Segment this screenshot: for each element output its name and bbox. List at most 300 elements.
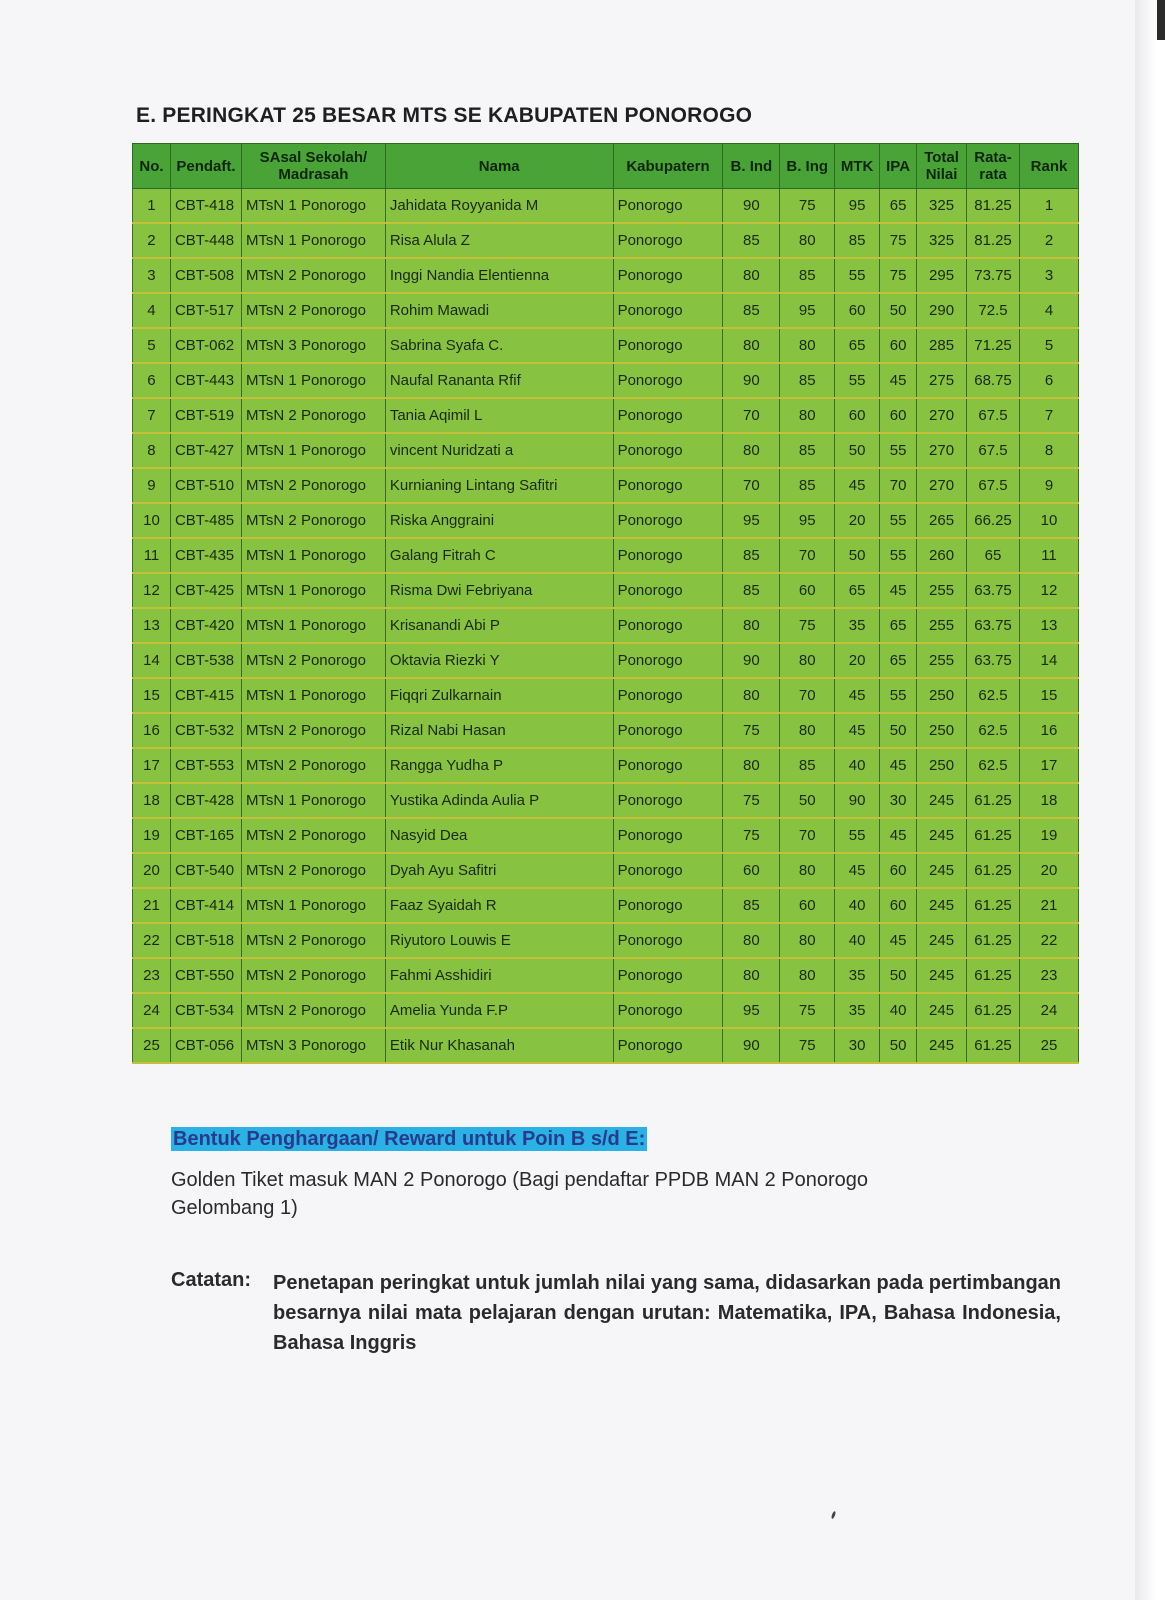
cell-rank: 10	[1019, 503, 1078, 538]
cell-ipa: 55	[880, 538, 917, 573]
header-rata-rata: Rata-rata	[967, 144, 1020, 189]
cell-rata-rata: 61.25	[967, 853, 1020, 888]
cell-ipa: 50	[880, 958, 917, 993]
cell-ipa: 45	[880, 818, 917, 853]
header-total-nilai: Total Nilai	[917, 144, 967, 189]
cell-rata-rata: 71.25	[967, 328, 1020, 363]
cell-pendaft: CBT-534	[170, 993, 241, 1028]
cell-b-ind: 85	[723, 888, 780, 923]
cell-pendaft: CBT-435	[170, 538, 241, 573]
cell-no: 11	[133, 538, 171, 573]
cell-b-ind: 85	[723, 293, 780, 328]
cell-rank: 12	[1019, 573, 1078, 608]
cell-rank: 11	[1019, 538, 1078, 573]
cell-b-ind: 75	[723, 818, 780, 853]
cell-b-ing: 70	[780, 818, 835, 853]
cell-rank: 6	[1019, 363, 1078, 398]
cell-ipa: 60	[880, 328, 917, 363]
cell-asal-sekolah: MTsN 2 Ponorogo	[241, 503, 385, 538]
table-body	[133, 189, 1079, 1064]
cell-b-ind: 80	[723, 433, 780, 468]
cell-nama: Dyah Ayu Safitri	[385, 853, 613, 888]
cell-rank: 1	[1019, 189, 1078, 224]
cell-mtk: 40	[835, 748, 880, 783]
cell-no: 25	[133, 1028, 171, 1063]
table-row	[133, 783, 1079, 818]
table-row	[133, 503, 1079, 538]
cell-asal-sekolah: MTsN 2 Ponorogo	[241, 993, 385, 1028]
cell-b-ind: 95	[723, 503, 780, 538]
cell-rank: 8	[1019, 433, 1078, 468]
cell-kabupaten: Ponorogo	[613, 189, 723, 224]
cell-kabupaten: Ponorogo	[613, 538, 723, 573]
cell-kabupaten: Ponorogo	[613, 223, 723, 258]
cell-ipa: 65	[880, 643, 917, 678]
cell-b-ing: 85	[780, 468, 835, 503]
cell-mtk: 60	[835, 398, 880, 433]
cell-rank: 9	[1019, 468, 1078, 503]
cell-rank: 17	[1019, 748, 1078, 783]
cell-mtk: 35	[835, 958, 880, 993]
cell-mtk: 30	[835, 1028, 880, 1063]
cell-nama: Krisanandi Abi P	[385, 608, 613, 643]
cell-asal-sekolah: MTsN 1 Ponorogo	[241, 538, 385, 573]
cell-asal-sekolah: MTsN 2 Ponorogo	[241, 258, 385, 293]
cell-b-ind: 95	[723, 993, 780, 1028]
cell-total-nilai: 245	[917, 993, 967, 1028]
cell-pendaft: CBT-418	[170, 189, 241, 224]
cell-b-ing: 80	[780, 398, 835, 433]
cell-no: 16	[133, 713, 171, 748]
cell-b-ing: 80	[780, 713, 835, 748]
cell-b-ing: 95	[780, 293, 835, 328]
cell-nama: Rangga Yudha P	[385, 748, 613, 783]
cell-rank: 4	[1019, 293, 1078, 328]
cell-total-nilai: 290	[917, 293, 967, 328]
cell-b-ing: 75	[780, 1028, 835, 1063]
cell-pendaft: CBT-415	[170, 678, 241, 713]
cell-asal-sekolah: MTsN 2 Ponorogo	[241, 958, 385, 993]
cell-rata-rata: 67.5	[967, 468, 1020, 503]
cell-kabupaten: Ponorogo	[613, 818, 723, 853]
cell-mtk: 85	[835, 223, 880, 258]
cell-rank: 22	[1019, 923, 1078, 958]
cell-ipa: 45	[880, 363, 917, 398]
cell-nama: Amelia Yunda F.P	[385, 993, 613, 1028]
cell-pendaft: CBT-538	[170, 643, 241, 678]
cell-b-ind: 90	[723, 643, 780, 678]
table-row	[133, 853, 1079, 888]
cell-kabupaten: Ponorogo	[613, 468, 723, 503]
cell-b-ind: 70	[723, 468, 780, 503]
table-row	[133, 713, 1079, 748]
cell-total-nilai: 245	[917, 1028, 967, 1063]
cell-mtk: 45	[835, 678, 880, 713]
cell-total-nilai: 270	[917, 468, 967, 503]
cell-nama: Inggi Nandia Elentienna	[385, 258, 613, 293]
header-pendaft: Pendaft.	[170, 144, 241, 189]
cell-rata-rata: 61.25	[967, 958, 1020, 993]
table-row	[133, 608, 1079, 643]
cell-ipa: 65	[880, 608, 917, 643]
cell-b-ing: 80	[780, 853, 835, 888]
cell-b-ing: 85	[780, 748, 835, 783]
cell-ipa: 60	[880, 888, 917, 923]
header-mtk: MTK	[835, 144, 880, 189]
cell-total-nilai: 250	[917, 678, 967, 713]
cell-b-ind: 90	[723, 363, 780, 398]
cell-ipa: 70	[880, 468, 917, 503]
cell-b-ind: 90	[723, 1028, 780, 1063]
cell-b-ind: 80	[723, 958, 780, 993]
page-edge	[1135, 0, 1165, 1600]
cell-kabupaten: Ponorogo	[613, 363, 723, 398]
cell-asal-sekolah: MTsN 1 Ponorogo	[241, 573, 385, 608]
table-row	[133, 293, 1079, 328]
cell-asal-sekolah: MTsN 2 Ponorogo	[241, 713, 385, 748]
cell-asal-sekolah: MTsN 2 Ponorogo	[241, 398, 385, 433]
header-kabupaten: Kabupatern	[613, 144, 723, 189]
cell-kabupaten: Ponorogo	[613, 993, 723, 1028]
cell-no: 19	[133, 818, 171, 853]
ranking-table	[132, 143, 1079, 1064]
cell-rata-rata: 81.25	[967, 223, 1020, 258]
table-row	[133, 678, 1079, 713]
cell-rata-rata: 62.5	[967, 678, 1020, 713]
cell-pendaft: CBT-428	[170, 783, 241, 818]
cell-asal-sekolah: MTsN 2 Ponorogo	[241, 748, 385, 783]
table-row	[133, 538, 1079, 573]
cell-b-ing: 60	[780, 573, 835, 608]
header-ipa: IPA	[880, 144, 917, 189]
cell-total-nilai: 270	[917, 433, 967, 468]
cell-no: 1	[133, 189, 171, 224]
cell-total-nilai: 255	[917, 643, 967, 678]
cell-mtk: 50	[835, 433, 880, 468]
cell-asal-sekolah: MTsN 1 Ponorogo	[241, 433, 385, 468]
cell-no: 8	[133, 433, 171, 468]
cell-pendaft: CBT-518	[170, 923, 241, 958]
cell-pendaft: CBT-062	[170, 328, 241, 363]
cell-rank: 25	[1019, 1028, 1078, 1063]
cell-ipa: 45	[880, 748, 917, 783]
cell-b-ind: 70	[723, 398, 780, 433]
cell-total-nilai: 245	[917, 888, 967, 923]
cell-rank: 7	[1019, 398, 1078, 433]
cell-asal-sekolah: MTsN 1 Ponorogo	[241, 189, 385, 224]
cell-no: 23	[133, 958, 171, 993]
reward-title: Bentuk Penghargaan/ Reward untuk Poin B s/d E:	[173, 1128, 646, 1150]
cell-rank: 16	[1019, 713, 1078, 748]
table-row	[133, 398, 1079, 433]
cell-rata-rata: 63.75	[967, 643, 1020, 678]
cell-pendaft: CBT-517	[170, 293, 241, 328]
cell-b-ing: 85	[780, 363, 835, 398]
cell-ipa: 40	[880, 993, 917, 1028]
cell-rank: 13	[1019, 608, 1078, 643]
cell-total-nilai: 265	[917, 503, 967, 538]
cell-no: 5	[133, 328, 171, 363]
cell-total-nilai: 260	[917, 538, 967, 573]
cell-no: 13	[133, 608, 171, 643]
cell-rank: 19	[1019, 818, 1078, 853]
table-row	[133, 923, 1079, 958]
cell-asal-sekolah: MTsN 3 Ponorogo	[241, 1028, 385, 1063]
cell-rata-rata: 62.5	[967, 713, 1020, 748]
cell-rata-rata: 62.5	[967, 748, 1020, 783]
header-b-ing: B. Ing	[780, 144, 835, 189]
cell-asal-sekolah: MTsN 3 Ponorogo	[241, 328, 385, 363]
cell-b-ind: 75	[723, 783, 780, 818]
cell-nama: Jahidata Royyanida M	[385, 189, 613, 224]
cell-rata-rata: 61.25	[967, 1028, 1020, 1063]
cell-asal-sekolah: MTsN 1 Ponorogo	[241, 678, 385, 713]
cell-b-ing: 85	[780, 258, 835, 293]
cell-b-ind: 75	[723, 713, 780, 748]
cell-b-ing: 75	[780, 608, 835, 643]
cell-rank: 23	[1019, 958, 1078, 993]
table-row	[133, 643, 1079, 678]
cell-asal-sekolah: MTsN 1 Ponorogo	[241, 888, 385, 923]
cell-mtk: 55	[835, 818, 880, 853]
cell-nama: vincent Nuridzati a	[385, 433, 613, 468]
cell-asal-sekolah: MTsN 1 Ponorogo	[241, 783, 385, 818]
cell-no: 20	[133, 853, 171, 888]
cell-b-ing: 80	[780, 958, 835, 993]
cell-mtk: 40	[835, 923, 880, 958]
cell-kabupaten: Ponorogo	[613, 923, 723, 958]
cell-b-ind: 90	[723, 189, 780, 224]
cell-rank: 18	[1019, 783, 1078, 818]
cell-ipa: 55	[880, 678, 917, 713]
cell-rata-rata: 61.25	[967, 993, 1020, 1028]
cell-mtk: 45	[835, 468, 880, 503]
section-title: E. PERINGKAT 25 BESAR MTS SE KABUPATEN PONOROGO	[136, 104, 753, 127]
cell-mtk: 65	[835, 573, 880, 608]
cell-mtk: 90	[835, 783, 880, 818]
table-row	[133, 818, 1079, 853]
cell-total-nilai: 245	[917, 958, 967, 993]
cell-ipa: 45	[880, 923, 917, 958]
cell-pendaft: CBT-510	[170, 468, 241, 503]
cell-rata-rata: 68.75	[967, 363, 1020, 398]
cell-nama: Yustika Adinda Aulia P	[385, 783, 613, 818]
cell-b-ind: 85	[723, 223, 780, 258]
cell-no: 17	[133, 748, 171, 783]
cell-b-ind: 80	[723, 748, 780, 783]
cell-kabupaten: Ponorogo	[613, 433, 723, 468]
cell-b-ing: 80	[780, 923, 835, 958]
table-row	[133, 573, 1079, 608]
cell-b-ind: 85	[723, 538, 780, 573]
cell-total-nilai: 245	[917, 853, 967, 888]
cell-rata-rata: 67.5	[967, 398, 1020, 433]
cell-asal-sekolah: MTsN 2 Ponorogo	[241, 818, 385, 853]
cell-ipa: 60	[880, 853, 917, 888]
header-no: No.	[133, 144, 171, 189]
cell-mtk: 35	[835, 608, 880, 643]
cell-rank: 24	[1019, 993, 1078, 1028]
cell-nama: Rizal Nabi Hasan	[385, 713, 613, 748]
cell-no: 22	[133, 923, 171, 958]
cell-mtk: 20	[835, 643, 880, 678]
cell-mtk: 60	[835, 293, 880, 328]
cell-pendaft: CBT-508	[170, 258, 241, 293]
table-row	[133, 258, 1079, 293]
cell-total-nilai: 295	[917, 258, 967, 293]
cell-kabupaten: Ponorogo	[613, 748, 723, 783]
cell-rank: 2	[1019, 223, 1078, 258]
cell-b-ind: 60	[723, 853, 780, 888]
cell-rata-rata: 66.25	[967, 503, 1020, 538]
table-row	[133, 888, 1079, 923]
table-row	[133, 993, 1079, 1028]
cell-no: 6	[133, 363, 171, 398]
cell-asal-sekolah: MTsN 2 Ponorogo	[241, 468, 385, 503]
cell-nama: Tania Aqimil L	[385, 398, 613, 433]
cell-rank: 21	[1019, 888, 1078, 923]
cell-ipa: 55	[880, 503, 917, 538]
cell-b-ing: 60	[780, 888, 835, 923]
cell-nama: Galang Fitrah C	[385, 538, 613, 573]
cell-rank: 20	[1019, 853, 1078, 888]
cell-rata-rata: 72.5	[967, 293, 1020, 328]
table-row	[133, 433, 1079, 468]
cell-total-nilai: 250	[917, 713, 967, 748]
cell-rata-rata: 61.25	[967, 783, 1020, 818]
cell-total-nilai: 285	[917, 328, 967, 363]
cell-nama: Riyutoro Louwis E	[385, 923, 613, 958]
cell-rank: 14	[1019, 643, 1078, 678]
cell-b-ing: 70	[780, 538, 835, 573]
cell-ipa: 55	[880, 433, 917, 468]
cell-ipa: 45	[880, 573, 917, 608]
cell-pendaft: CBT-448	[170, 223, 241, 258]
table-row	[133, 748, 1079, 783]
cell-asal-sekolah: MTsN 1 Ponorogo	[241, 223, 385, 258]
cell-pendaft: CBT-540	[170, 853, 241, 888]
cell-nama: Kurnianing Lintang Safitri	[385, 468, 613, 503]
cell-total-nilai: 245	[917, 923, 967, 958]
cell-mtk: 55	[835, 258, 880, 293]
cell-kabupaten: Ponorogo	[613, 398, 723, 433]
cell-kabupaten: Ponorogo	[613, 503, 723, 538]
cell-ipa: 75	[880, 223, 917, 258]
header-asal-sekolah: SAsal Sekolah/ Madrasah	[241, 144, 385, 189]
cell-b-ing: 80	[780, 223, 835, 258]
table-row	[133, 223, 1079, 258]
cell-no: 12	[133, 573, 171, 608]
table-row	[133, 189, 1079, 224]
cell-no: 18	[133, 783, 171, 818]
cell-no: 2	[133, 223, 171, 258]
cell-b-ind: 80	[723, 608, 780, 643]
cell-pendaft: CBT-427	[170, 433, 241, 468]
cell-total-nilai: 325	[917, 223, 967, 258]
cell-b-ind: 85	[723, 573, 780, 608]
cell-no: 10	[133, 503, 171, 538]
cell-b-ing: 95	[780, 503, 835, 538]
table-row	[133, 468, 1079, 503]
cell-total-nilai: 245	[917, 818, 967, 853]
cell-b-ing: 75	[780, 993, 835, 1028]
cell-pendaft: CBT-485	[170, 503, 241, 538]
cell-mtk: 35	[835, 993, 880, 1028]
cell-no: 24	[133, 993, 171, 1028]
cell-total-nilai: 270	[917, 398, 967, 433]
cell-kabupaten: Ponorogo	[613, 608, 723, 643]
cell-nama: Oktavia Riezki Y	[385, 643, 613, 678]
cell-b-ing: 85	[780, 433, 835, 468]
cell-total-nilai: 255	[917, 573, 967, 608]
cell-pendaft: CBT-056	[170, 1028, 241, 1063]
cell-b-ing: 50	[780, 783, 835, 818]
cell-total-nilai: 245	[917, 783, 967, 818]
cell-ipa: 75	[880, 258, 917, 293]
cell-nama: Nasyid Dea	[385, 818, 613, 853]
cell-total-nilai: 255	[917, 608, 967, 643]
cell-pendaft: CBT-420	[170, 608, 241, 643]
cell-mtk: 40	[835, 888, 880, 923]
cell-kabupaten: Ponorogo	[613, 258, 723, 293]
cell-kabupaten: Ponorogo	[613, 328, 723, 363]
cell-kabupaten: Ponorogo	[613, 783, 723, 818]
cell-pendaft: CBT-519	[170, 398, 241, 433]
cell-pendaft: CBT-550	[170, 958, 241, 993]
cell-nama: Riska Anggraini	[385, 503, 613, 538]
cell-kabupaten: Ponorogo	[613, 1028, 723, 1063]
table-row	[133, 328, 1079, 363]
cell-mtk: 65	[835, 328, 880, 363]
cell-ipa: 50	[880, 293, 917, 328]
cell-b-ing: 70	[780, 678, 835, 713]
cell-asal-sekolah: MTsN 2 Ponorogo	[241, 293, 385, 328]
cell-nama: Rohim Mawadi	[385, 293, 613, 328]
cell-rata-rata: 61.25	[967, 818, 1020, 853]
cell-b-ind: 80	[723, 328, 780, 363]
cell-rata-rata: 73.75	[967, 258, 1020, 293]
cell-kabupaten: Ponorogo	[613, 958, 723, 993]
cell-kabupaten: Ponorogo	[613, 713, 723, 748]
cell-b-ind: 80	[723, 258, 780, 293]
cell-mtk: 55	[835, 363, 880, 398]
cell-pendaft: CBT-443	[170, 363, 241, 398]
cell-mtk: 50	[835, 538, 880, 573]
cell-rata-rata: 61.25	[967, 923, 1020, 958]
cell-total-nilai: 325	[917, 189, 967, 224]
cell-asal-sekolah: MTsN 1 Ponorogo	[241, 608, 385, 643]
cell-no: 15	[133, 678, 171, 713]
cell-kabupaten: Ponorogo	[613, 888, 723, 923]
cell-rank: 5	[1019, 328, 1078, 363]
cell-ipa: 50	[880, 1028, 917, 1063]
cell-total-nilai: 250	[917, 748, 967, 783]
cell-asal-sekolah: MTsN 1 Ponorogo	[241, 363, 385, 398]
reward-text: Golden Tiket masuk MAN 2 Ponorogo (Bagi pendaftar PPDB MAN 2 Ponorogo Gelombang 1)	[171, 1169, 869, 1219]
cell-asal-sekolah: MTsN 2 Ponorogo	[241, 923, 385, 958]
cell-nama: Fiqqri Zulkarnain	[385, 678, 613, 713]
cell-b-ing: 80	[780, 643, 835, 678]
cell-rata-rata: 63.75	[967, 573, 1020, 608]
cell-kabupaten: Ponorogo	[613, 573, 723, 608]
cell-mtk: 20	[835, 503, 880, 538]
cell-no: 14	[133, 643, 171, 678]
cell-kabupaten: Ponorogo	[613, 678, 723, 713]
cell-nama: Naufal Rananta Rfif	[385, 363, 613, 398]
cell-pendaft: CBT-532	[170, 713, 241, 748]
cell-b-ing: 80	[780, 328, 835, 363]
cell-nama: Risa Alula Z	[385, 223, 613, 258]
